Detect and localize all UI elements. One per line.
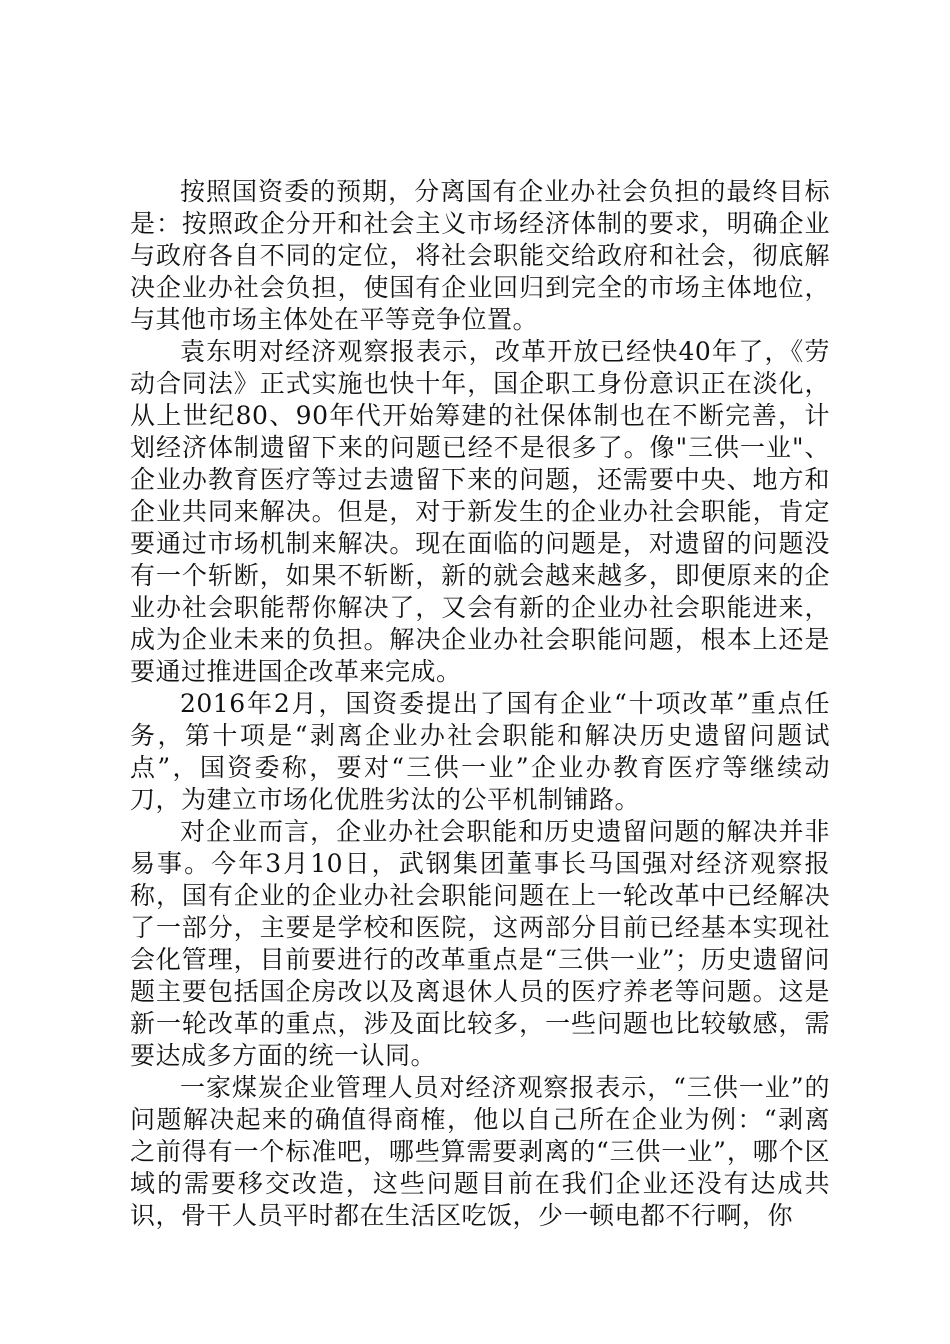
paragraph-2: 袁东明对经济观察报表示，改革开放已经快40年了，《劳动合同法》正式实施也快十年，国企职工身份意识正在淡化，从上世纪80、90年代开始筹建的社保体制也在不断完善，计划经济体制遗留下来的问题已经不是很多了。像"三供一业"、企业办教育医疗等过去遗留下来的问题，还需要中央、地方和企业共同来解决。但是，对于新发生的企业办社会职能，肯定要通过市场机制来解决。现在面临的问题是，对遗留的问题没有一个斩断，如果不斩断，新的就会越来越多，即便原来的企业办社会职能帮你解决了，又会有新的企业办社会职能进来，成为企业未来的负担。解决企业办社会职能问题，根本上还是要通过推进国企改革来完成。 bbox=[130, 337, 830, 686]
paragraph-3: 2016年2月，国资委提出了国有企业“十项改革”重点任务，第十项是“剥离企业办社会职能和解决历史遗留问题试点”，国资委称，要对“三供一业”企业办教育医疗等继续动刀，为建立市场化优胜劣汰的公平机制铺路。 bbox=[130, 689, 830, 814]
paragraph-1: 按照国资委的预期，分离国有企业办社会负担的最终目标是：按照政企分开和社会主义市场经济体制的要求，明确企业与政府各自不同的定位，将社会职能交给政府和社会，彻底解决企业办社会负担，使国有企业回归到完全的市场主体地位，与其他市场主体处在平等竞争位置。 bbox=[130, 177, 830, 334]
paragraph-5: 一家煤炭企业管理人员对经济观察报表示，“三供一业”的问题解决起来的确值得商榷，他以自己所在企业为例：“剥离之前得有一个标准吧，哪些算需要剥离的“三供一业”，哪个区域的需要移交改造，这些问题目前在我们企业还没有达成共识，骨干人员平时都在生活区吃饭，少一顿电都不行啊，你 bbox=[130, 1073, 830, 1230]
document-body bbox=[130, 176, 830, 1232]
paragraph-4: 对企业而言，企业办社会职能和历史遗留问题的解决并非易事。今年3月10日，武钢集团董事长马国强对经济观察报称，国有企业的企业办社会职能问题在上一轮改革中已经解决了一部分，主要是学校和医院，这两部分目前已经基本实现社会化管理，目前要进行的改革重点是“三供一业”；历史遗留问题主要包括国企房改以及离退休人员的医疗养老等问题。这是新一轮改革的重点，涉及面比较多，一些问题也比较敏感，需要达成多方面的统一认同。 bbox=[130, 817, 830, 1070]
